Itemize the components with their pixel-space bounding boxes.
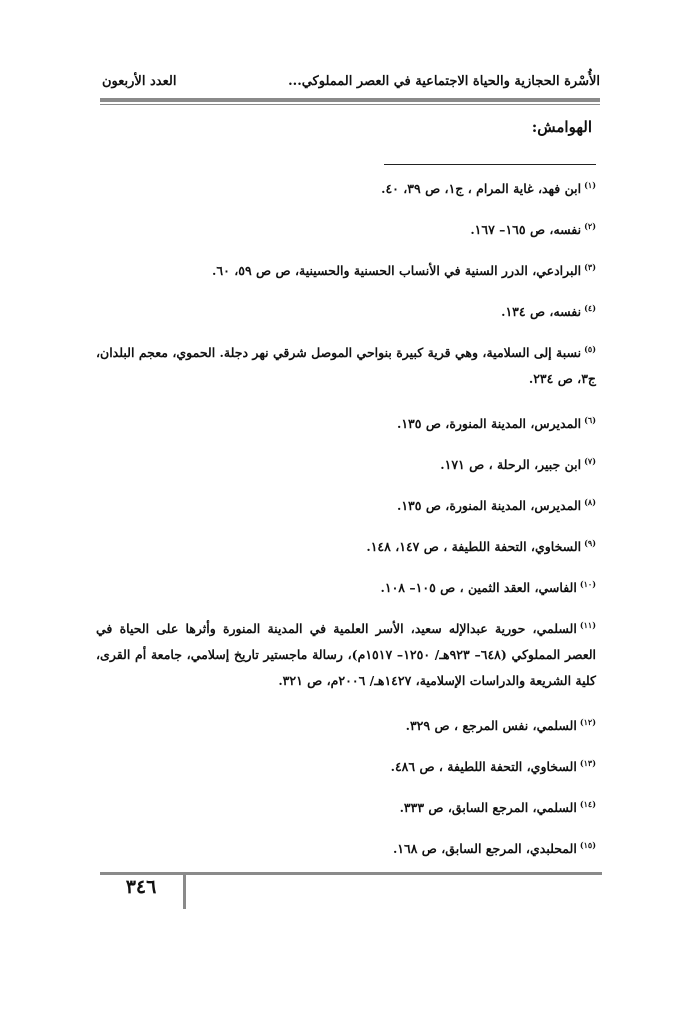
- footnotes-list: [96, 172, 596, 873]
- footnote-number: (١٤): [579, 799, 596, 810]
- footnote-number: (٢): [584, 221, 596, 231]
- footnote-number: (٥): [584, 344, 596, 354]
- footnote-number: (٦): [584, 415, 596, 426]
- footnote-number: (١١): [579, 620, 596, 631]
- footnote-item: [96, 448, 596, 474]
- footnote-number: (٣): [584, 262, 596, 272]
- footnote-item: [96, 750, 596, 776]
- footnote-text: المديرس، المدينة المنورة، ص ١٣٥.: [396, 416, 582, 432]
- header-rule-thick: [100, 98, 600, 102]
- footnote-text: نفسه، ص ١٦٥– ١٦٧.: [470, 222, 582, 238]
- footnote-item: [96, 612, 596, 694]
- footnote-text: البرادعي، الدرر السنية في الأنساب الحسنية والحسينية، ص ص ٥٩، ٦٠.: [212, 263, 582, 279]
- footnote-item: [96, 336, 596, 392]
- footnote-text: المديرس، المدينة المنورة، ص ١٣٥.: [396, 498, 582, 514]
- footnote-item: [96, 254, 596, 280]
- footnote-number: (٤): [584, 303, 596, 313]
- footnote-item: [96, 571, 596, 597]
- footer-divider: [183, 875, 186, 909]
- footnote-item: [96, 791, 596, 817]
- page-header: [102, 74, 600, 94]
- footnote-number: (١٥): [579, 840, 596, 851]
- footnote-text: السلمي، حورية عبدالإله سعيد، الأسر العلمية في المدينة المنورة وأثرها على الحياة في العصر المملوكي (٦٤٨– ٩٢٣هـ/ ١٢٥٠– ١٥١٧م)، رسالة ماجستير تاريخ إسلامي، جامعة أم القرى، كلية الشريعة والدراسات الإسلامية، ١٤٢٧هـ/ ٢٠٠٦م، ص ٣٢١.: [96, 621, 597, 689]
- footnote-number: (١٠): [579, 579, 596, 590]
- footnote-text: نسبة إلى السلامية، وهي قرية كبيرة بنواحي الموصل شرقي نهر دجلة. الحموي، معجم البلدان، ج٣، ص ٢٣٤.: [96, 345, 596, 387]
- footnote-text: السلمي، نفس المرجع ، ص ٣٢٩.: [405, 718, 577, 734]
- footnote-item: [96, 530, 596, 556]
- page-number: ٣٤٦: [125, 876, 157, 898]
- footnote-number: (٩): [584, 538, 596, 549]
- issue-label: العدد الأربعون: [102, 74, 177, 89]
- footnote-number: (١٣): [579, 758, 596, 769]
- header-rule-thin: [100, 104, 600, 105]
- footnote-text: السخاوي، التحفة اللطيفة ، ص ٤٨٦.: [390, 759, 577, 775]
- footnote-item: [96, 489, 596, 515]
- footnote-number: (٧): [584, 456, 596, 467]
- running-title: الأُسْرة الحجازية والحياة الاجتماعية في العصر المملوكي...: [288, 74, 600, 89]
- section-heading: الهوامش:: [531, 118, 592, 136]
- footnote-item: [96, 213, 596, 239]
- footnote-item: [96, 172, 596, 198]
- footnote-text: ابن جبير، الرحلة ، ص ١٧١.: [440, 457, 582, 473]
- footnote-number: (١٢): [579, 717, 596, 728]
- footnote-text: الفاسي، العقد الثمين ، ص ١٠٥– ١٠٨.: [380, 580, 577, 596]
- footnote-text: نفسه، ص ١٣٤.: [501, 304, 582, 320]
- footnote-item: [96, 832, 596, 858]
- footer-rule: [100, 872, 602, 875]
- footnote-text: المحلبدي، المرجع السابق، ص ١٦٨.: [392, 841, 577, 857]
- footnote-text: السلمي، المرجع السابق، ص ٣٣٣.: [399, 800, 577, 816]
- footnote-item: [96, 295, 596, 321]
- footnote-item: [96, 407, 596, 433]
- footnote-separator: [384, 164, 596, 165]
- footnote-number: (١): [584, 180, 596, 190]
- footnote-item: [96, 709, 596, 735]
- footnote-number: (٨): [584, 497, 596, 508]
- footnote-text: ابن فهد، غاية المرام ، ج١، ص ٣٩، ٤٠.: [381, 181, 582, 197]
- footnote-text: السخاوي، التحفة اللطيفة ، ص ١٤٧، ١٤٨.: [366, 539, 582, 555]
